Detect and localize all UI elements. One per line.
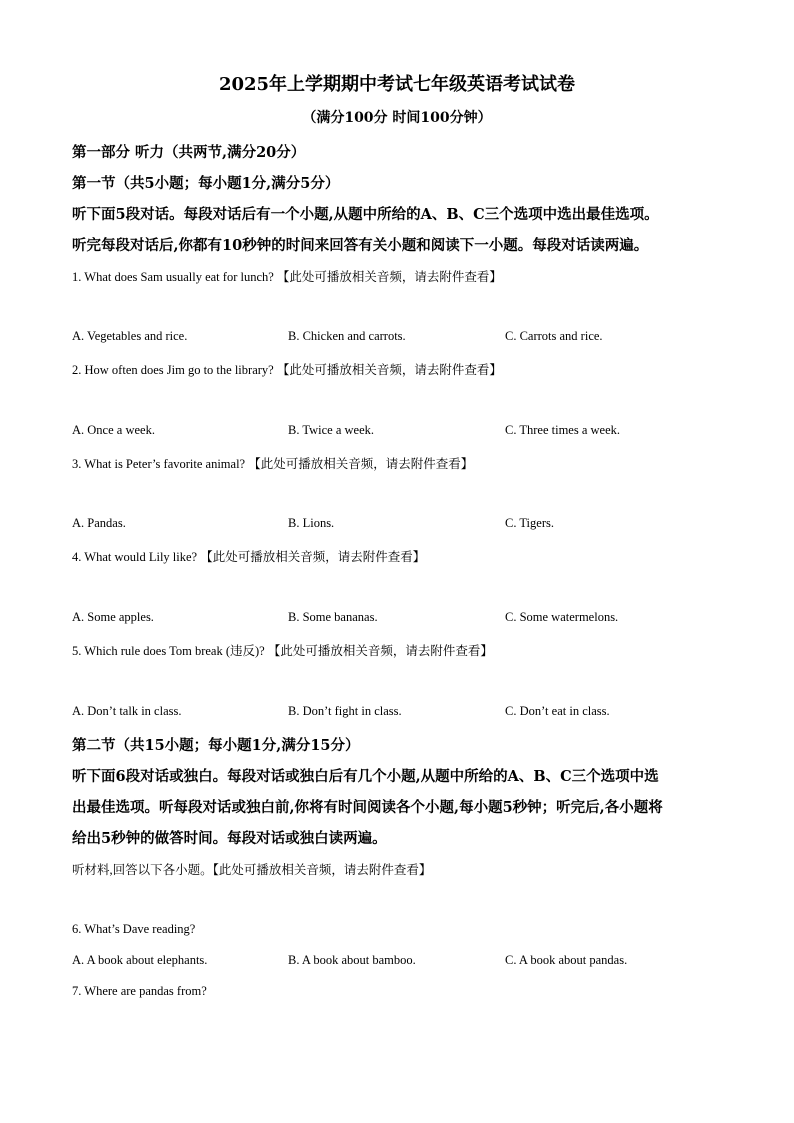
option-b: B. Some bananas. [288,610,378,624]
question-text: 6. What’s Dave reading? [72,922,196,936]
instruction-line: 听下面5段对话。每段对话后有一个小题,从题中所给的A、B、C三个选项中选出最佳选项。 [72,206,659,223]
exam-subtitle: （满分100分 时间100分钟） [302,110,492,126]
option-c: C. Tigers. [505,516,554,530]
question-text: 5. Which rule does Tom break (违反)? 【此处可播放相关音频，请去附件查看】 [72,644,493,658]
question-text: 1. What does Sam usually eat for lunch? 【此处可播放相关音频，请去附件查看】 [72,270,502,284]
option-a: A. Pandas. [72,516,126,530]
option-a: A. Some apples. [72,610,154,624]
options-row [72,953,752,971]
instruction-line: 听完每段对话后,你都有10秒钟的时间来回答有关小题和阅读下一小题。每段对话读两遍。 [72,237,649,254]
options-row [72,423,752,441]
option-b: B. Chicken and carrots. [288,329,406,343]
option-a: A. Vegetables and rice. [72,329,188,343]
option-b: B. Don’t fight in class. [288,704,402,718]
options-row [72,329,752,347]
question-text: 4. What would Lily like? 【此处可播放相关音频，请去附件查看】 [72,550,426,564]
option-a: A. A book about elephants. [72,953,208,967]
option-c: C. Three times a week. [505,423,621,437]
material-note: 听材料,回答以下各小题。【此处可播放相关音频，请去附件查看】 [72,863,432,877]
section-heading: 第一节（共5小题；每小题1分,满分5分） [72,175,340,192]
option-c: C. A book about pandas. [505,953,628,967]
option-b: B. Twice a week. [288,423,375,437]
option-a: A. Once a week. [72,423,155,437]
question-text: 2. How often does Jim go to the library? 【此处可播放相关音频，请去附件查看】 [72,363,502,377]
options-row [72,516,752,534]
option-a: A. Don’t talk in class. [72,704,182,718]
question-text: 3. What is Peter’s favorite animal? 【此处可播放相关音频，请去附件查看】 [72,457,474,471]
exam-title: 2025年上学期期中考试七年级英语考试试卷 [218,74,576,95]
options-row [72,704,752,722]
instruction-line: 听下面6段对话或独白。每段对话或独白后有几个小题,从题中所给的A、B、C三个选项中选 [72,768,659,785]
option-b: B. A book about bamboo. [288,953,416,967]
option-c: C. Don’t eat in class. [505,704,610,718]
part-heading: 第一部分 听力（共两节,满分20分） [72,144,306,161]
options-row [72,610,752,628]
option-c: C. Some watermelons. [505,610,619,624]
option-b: B. Lions. [288,516,335,530]
question-text: 7. Where are pandas from? [72,984,207,998]
instruction-line: 给出5秒钟的做答时间。每段对话或独白读两遍。 [72,830,387,847]
option-c: C. Carrots and rice. [505,329,603,343]
section-heading: 第二节（共15小题；每小题1分,满分15分） [72,737,360,754]
instruction-line: 出最佳选项。听每段对话或独白前,你将有时间阅读各个小题,每小题5秒钟；听完后,各小题将 [72,799,663,816]
